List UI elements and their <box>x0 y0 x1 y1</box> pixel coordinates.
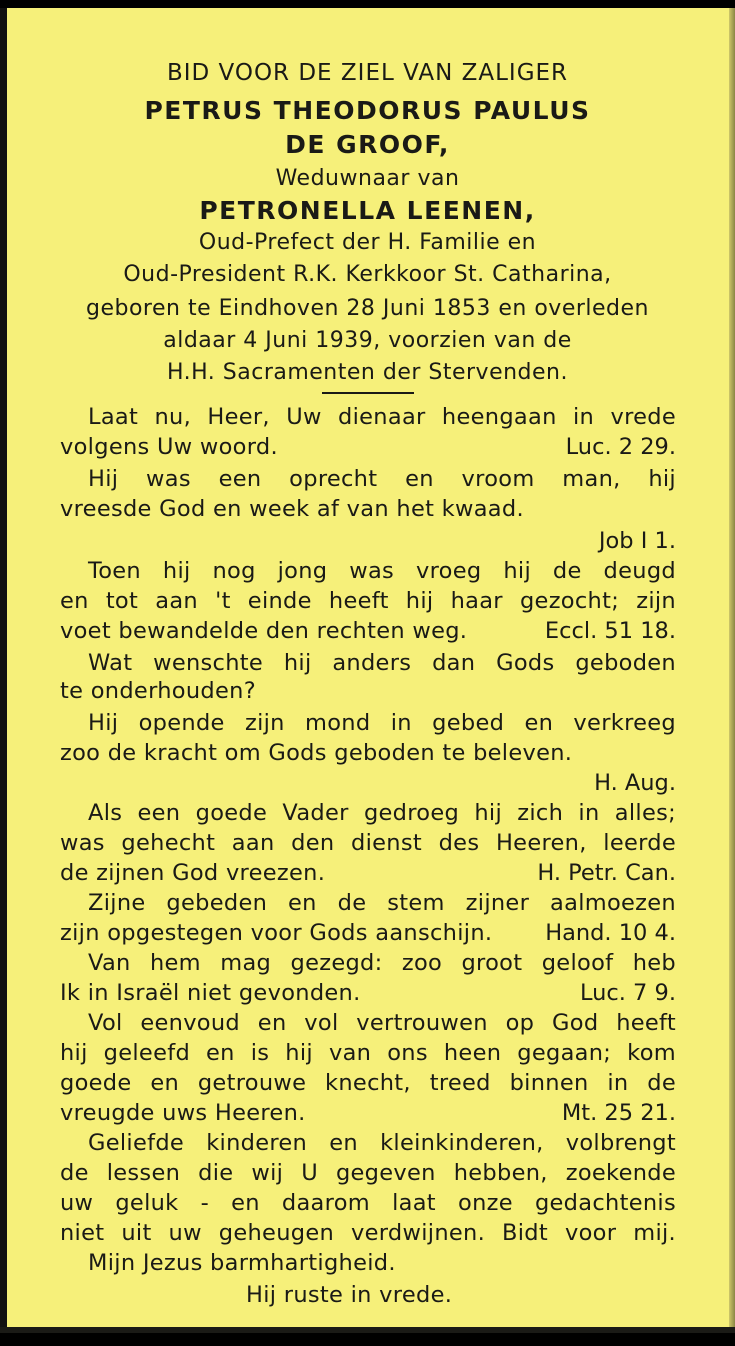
verse-line: goede en getrouwe knecht, treed binnen in de <box>60 1070 676 1096</box>
verse-line: Hij opende zijn mond in gebed en verkreeg <box>88 710 676 736</box>
verse-line: niet uit uw geheugen verdwijnen. Bidt voor mij. <box>60 1220 676 1246</box>
verse-line: Als een goede Vader gedroeg hij zich in alles; <box>88 800 676 826</box>
verse-line: Ik in Israël niet gevonden. <box>60 980 361 1006</box>
verse-line: Geliefde kinderen en kleinkinderen, volbrengt <box>88 1130 676 1156</box>
verse-line: vreugde uws Heeren. <box>60 1100 306 1126</box>
memorial-card <box>0 8 735 1333</box>
life-line1: geboren te Eindhoven 28 Juni 1853 en overleden <box>86 296 649 321</box>
verse-reference: Luc. 7 9. <box>579 980 676 1006</box>
life-line3: H.H. Sacramenten der Stervenden. <box>166 360 568 385</box>
prayer-line: Mijn Jezus barmhartigheid. <box>88 1250 396 1276</box>
verse-line: uw geluk - en daarom laat onze gedachtenis <box>60 1190 676 1216</box>
widower-line: Weduwnaar van <box>275 166 460 191</box>
verse-line: voet bewandelde den rechten weg. <box>60 618 468 644</box>
verse-line: de lessen die wij U gegeven hebben, zoekende <box>60 1160 676 1186</box>
verse-line: was gehecht aan den dienst des Heeren, leerde <box>60 830 676 856</box>
verse-reference: Eccl. 51 18. <box>544 618 676 644</box>
verse-line: zijn opgestegen voor Gods aanschijn. <box>60 920 493 946</box>
role-line2: Oud-President R.K. Kerkkoor St. Catharina, <box>123 262 612 287</box>
verse-line: Zijne gebeden en de stem zijner aalmoezen <box>88 890 676 916</box>
verse-line: Vol eenvoud en vol vertrouwen op God heeft <box>88 1010 676 1036</box>
deceased-name-line2: DE GROOF, <box>285 130 450 159</box>
verse-line: hij geleefd en is hij van ons heen gegaan; kom <box>60 1040 676 1066</box>
verse-line: volgens Uw woord. <box>60 434 278 460</box>
role-line1: Oud-Prefect der H. Familie en <box>198 230 537 255</box>
divider <box>322 392 414 394</box>
verse-line: en tot aan 't einde heeft hij haar gezocht; zijn <box>60 588 676 614</box>
verse-line: Wat wenschte hij anders dan Gods geboden <box>88 650 676 676</box>
verse-reference: Job I 1. <box>598 528 676 554</box>
verse-line: Laat nu, Heer, Uw dienaar heengaan in vrede <box>88 404 676 430</box>
verse-reference: Luc. 2 29. <box>565 434 676 460</box>
verse-line: te onderhouden? <box>60 678 256 704</box>
verse-reference: Hand. 10 4. <box>545 920 676 946</box>
life-line2: aldaar 4 Juni 1939, voorzien van de <box>163 328 572 353</box>
spouse-name: PETRONELLA LEENEN, <box>199 196 536 225</box>
verse-line: de zijnen God vreezen. <box>60 860 326 886</box>
verse-line: Toen hij nog jong was vroeg hij de deugd <box>88 558 676 584</box>
verse-reference: H. Petr. Can. <box>537 860 676 886</box>
closing-line: Hij ruste in vrede. <box>246 1282 453 1308</box>
verse-reference: Mt. 25 21. <box>561 1100 676 1126</box>
verse-reference: H. Aug. <box>594 770 676 796</box>
verse-line: Hij was een oprecht en vroom man, hij <box>88 466 676 492</box>
verse-line: vreesde God en week af van het kwaad. <box>60 496 524 522</box>
bottom-border <box>0 1327 735 1333</box>
verse-line: zoo de kracht om Gods geboden te beleven. <box>60 740 573 766</box>
deceased-name-line1: PETRUS THEODORUS PAULUS <box>144 96 591 125</box>
verse-line: Van hem mag gezegd: zoo groot geloof heb <box>88 950 676 976</box>
intro-line: BID VOOR DE ZIEL VAN ZALIGER <box>166 60 569 86</box>
